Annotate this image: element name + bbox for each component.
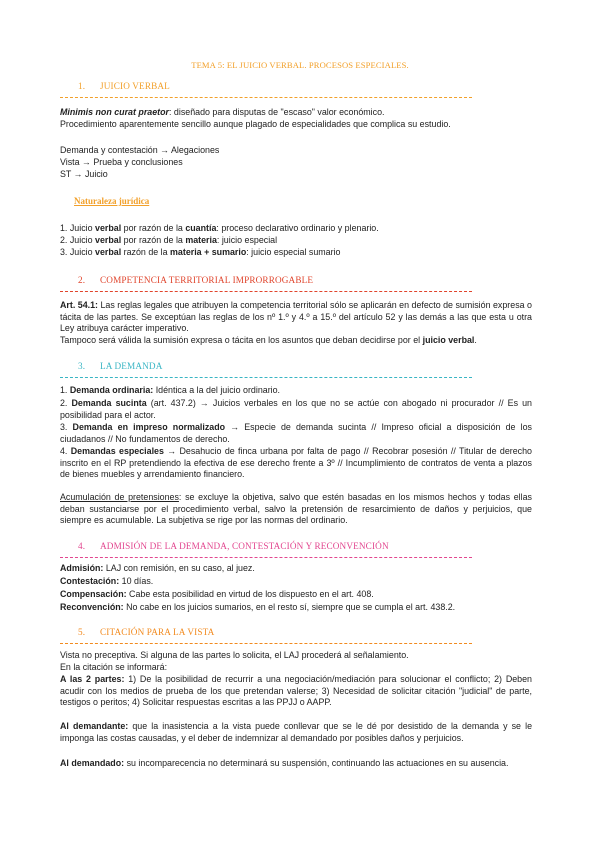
paragraph: En la citación se informará: [60, 662, 168, 672]
item-text: → Desahucio de finca urbana por falta de pago // Recobrar posesión // Titular de derecho inscrito en el RP pretendiendo la efectiva de ese derecho frente a 3º // Incumplimiento de contratos de venta a plazos de bienes muebles y arrendamiento financiero. [60, 446, 532, 480]
item-bold: Compensación: [60, 589, 127, 599]
item-text: LAJ con remisión, en su caso, al juez. [103, 563, 255, 573]
item-bold: Demanda en impreso normalizado [72, 422, 226, 432]
list-item [60, 422, 532, 445]
item-bold: materia + sumario [170, 247, 247, 257]
item-bold: materia [185, 235, 217, 245]
section-number: 2. [78, 275, 86, 285]
section-number: 1. [78, 81, 86, 91]
item-text: 3. Juicio [60, 247, 96, 257]
paragraph-text: Las reglas legales que atribuyen la competencia territorial sólo se aplicarán en defecto de sumisión expresa o tácita de las partes. Se exceptúan las reglas de los nº 1.º y 4.º a 15.º del artículo 52 y las demás a las que esta u otra Ley atribuya carácter imperativo. [60, 300, 532, 334]
section-title: JUICIO VERBAL [100, 81, 170, 91]
item-text: : juicio especial [216, 235, 278, 245]
item-bold: Demanda sucinta [71, 398, 147, 408]
section-4-heading [78, 541, 389, 553]
item-bold: Admisión: [60, 563, 104, 573]
list-item [60, 563, 532, 575]
paragraph [60, 300, 532, 335]
list-item [60, 576, 532, 588]
section-number: 4. [78, 541, 86, 551]
paragraph [60, 335, 532, 347]
item-text: (art. 437.2) → Juicios verbales en los que no se actúe con abogado ni procurador // Es un posibilidad para el actor. [60, 398, 532, 420]
item-bold: cuantía [185, 223, 217, 233]
paragraph [60, 107, 532, 119]
section-title: COMPETENCIA TERRITORIAL IMPRORROGABLE [100, 275, 314, 285]
list-item [60, 235, 532, 247]
list-item [60, 446, 532, 481]
list-item [60, 602, 532, 614]
item-text: Idéntica a la del juicio ordinario. [153, 385, 281, 395]
flow-line: Vista → Prueba y conclusiones [60, 157, 183, 167]
item-bold: verbal [95, 223, 122, 233]
item-bold: Demanda ordinaria: [69, 385, 154, 395]
item-text: 3. [60, 422, 73, 432]
paragraph [60, 674, 532, 709]
item-text: 2. Juicio [60, 235, 96, 245]
item-text: 1. [60, 385, 70, 395]
list-item [60, 385, 532, 397]
list-item [60, 247, 532, 259]
item-text: : juicio especial sumario [246, 247, 341, 257]
section-divider [60, 377, 472, 378]
item-text: : proceso declarativo ordinario y plenario. [216, 223, 379, 233]
item-bold: Contestación: [60, 576, 120, 586]
item-text: razón de la [121, 247, 171, 257]
item-bold: verbal [95, 247, 122, 257]
flow-line: ST → Juicio [60, 169, 108, 179]
section-title: ADMISIÓN DE LA DEMANDA, CONTESTACIÓN Y RECONVENCIÓN [100, 541, 389, 551]
underlined-term: Acumulación de pretensiones [60, 492, 179, 502]
section-number: 5. [78, 627, 86, 637]
paragraph [60, 492, 532, 527]
paragraph-text: que la inasistencia a la vista puede conllevar que se le dé por desistido de la demanda y se le imponga las costas causadas, y el deber de indemnizar al demandado por posibles daños y perjuicios. [60, 721, 532, 743]
section-divider [60, 97, 472, 98]
item-text: 1. Juicio [60, 223, 96, 233]
item-bold: Al demandante: [60, 721, 129, 731]
article-label: Art. 54.1: [60, 300, 98, 310]
paragraph: Procedimiento aparentemente sencillo aunque plagado de especialidades que complica su estudio. [60, 119, 451, 129]
item-bold: A las 2 partes: [60, 674, 125, 684]
latin-term: Minimis non curat praetor [60, 107, 169, 117]
item-bold: Demandas especiales [70, 446, 164, 456]
item-text: → Especie de demanda sucinta // Impreso oficial a disposición de los ciudadanos // No fundamentos de derecho. [60, 422, 532, 444]
paragraph-text: Tampoco será válida la sumisión expresa o tácita en los asuntos que deban decidirse por el [60, 335, 423, 345]
section-divider [60, 643, 472, 644]
paragraph [60, 721, 532, 744]
item-bold: verbal [95, 235, 122, 245]
section-divider [60, 557, 472, 558]
section-5-heading [78, 627, 214, 639]
item-bold: juicio verbal [422, 335, 475, 345]
section-2-heading [78, 275, 313, 287]
item-text: No cabe en los juicios sumarios, en el resto sí, siempre que se cumpla el art. 438.2. [123, 602, 456, 612]
item-text: 4. [60, 446, 71, 456]
section-1-heading [78, 81, 170, 93]
list-item [60, 223, 532, 235]
list-item [60, 398, 532, 421]
section-3-heading [78, 361, 163, 373]
item-bold: Reconvención: [60, 602, 124, 612]
page-title: TEMA 5: EL JUICIO VERBAL. PROCESOS ESPECIALES. [191, 60, 409, 70]
paragraph-text: 1) De la posibilidad de recurrir a una negociación/mediación para solucionar el conflicto; 2) Deben acudir con los medios de prueba de los que pretendan valerse; 3) Necesidad de solicitar citación "judicial" de parte, testigos o peritos; 4) Solicitar respuestas escritas a las PPJJ o AAPP. [60, 674, 532, 708]
subheading-naturaleza: Naturaleza jurídica [74, 196, 150, 206]
item-text: Cabe esta posibilidad en virtud de los dispuesto en el art. 408. [126, 589, 374, 599]
item-text: por razón de la [121, 235, 186, 245]
paragraph-text: . [474, 335, 477, 345]
list-item [60, 589, 532, 601]
paragraph-text: su incomparecencia no determinará su suspensión, continuando las actuaciones en su ausencia. [124, 758, 509, 768]
section-title: LA DEMANDA [100, 361, 163, 371]
paragraph-text: : se excluye la objetiva, salvo que estén basadas en los mismos hechos y todas ellas deban sustanciarse por el procedimiento verbal, salvo la pretensión de resarcimiento de daños y perjuicios, que siempre es acumulable. La subjetiva se rige por las normas del ordinario. [60, 492, 532, 526]
paragraph [60, 758, 532, 770]
paragraph: Vista no preceptiva. Si alguna de las partes lo solicita, el LAJ procederá al señalamiento. [60, 650, 409, 660]
section-title: CITACIÓN PARA LA VISTA [100, 627, 215, 637]
section-number: 3. [78, 361, 86, 371]
item-text: por razón de la [121, 223, 186, 233]
item-text: 2. [60, 398, 72, 408]
section-divider [60, 291, 472, 292]
flow-line: Demanda y contestación → Alegaciones [60, 145, 220, 155]
item-text: 10 días. [119, 576, 154, 586]
paragraph-text: : diseñado para disputas de "escaso" valor económico. [168, 107, 385, 117]
item-bold: Al demandado: [60, 758, 125, 768]
